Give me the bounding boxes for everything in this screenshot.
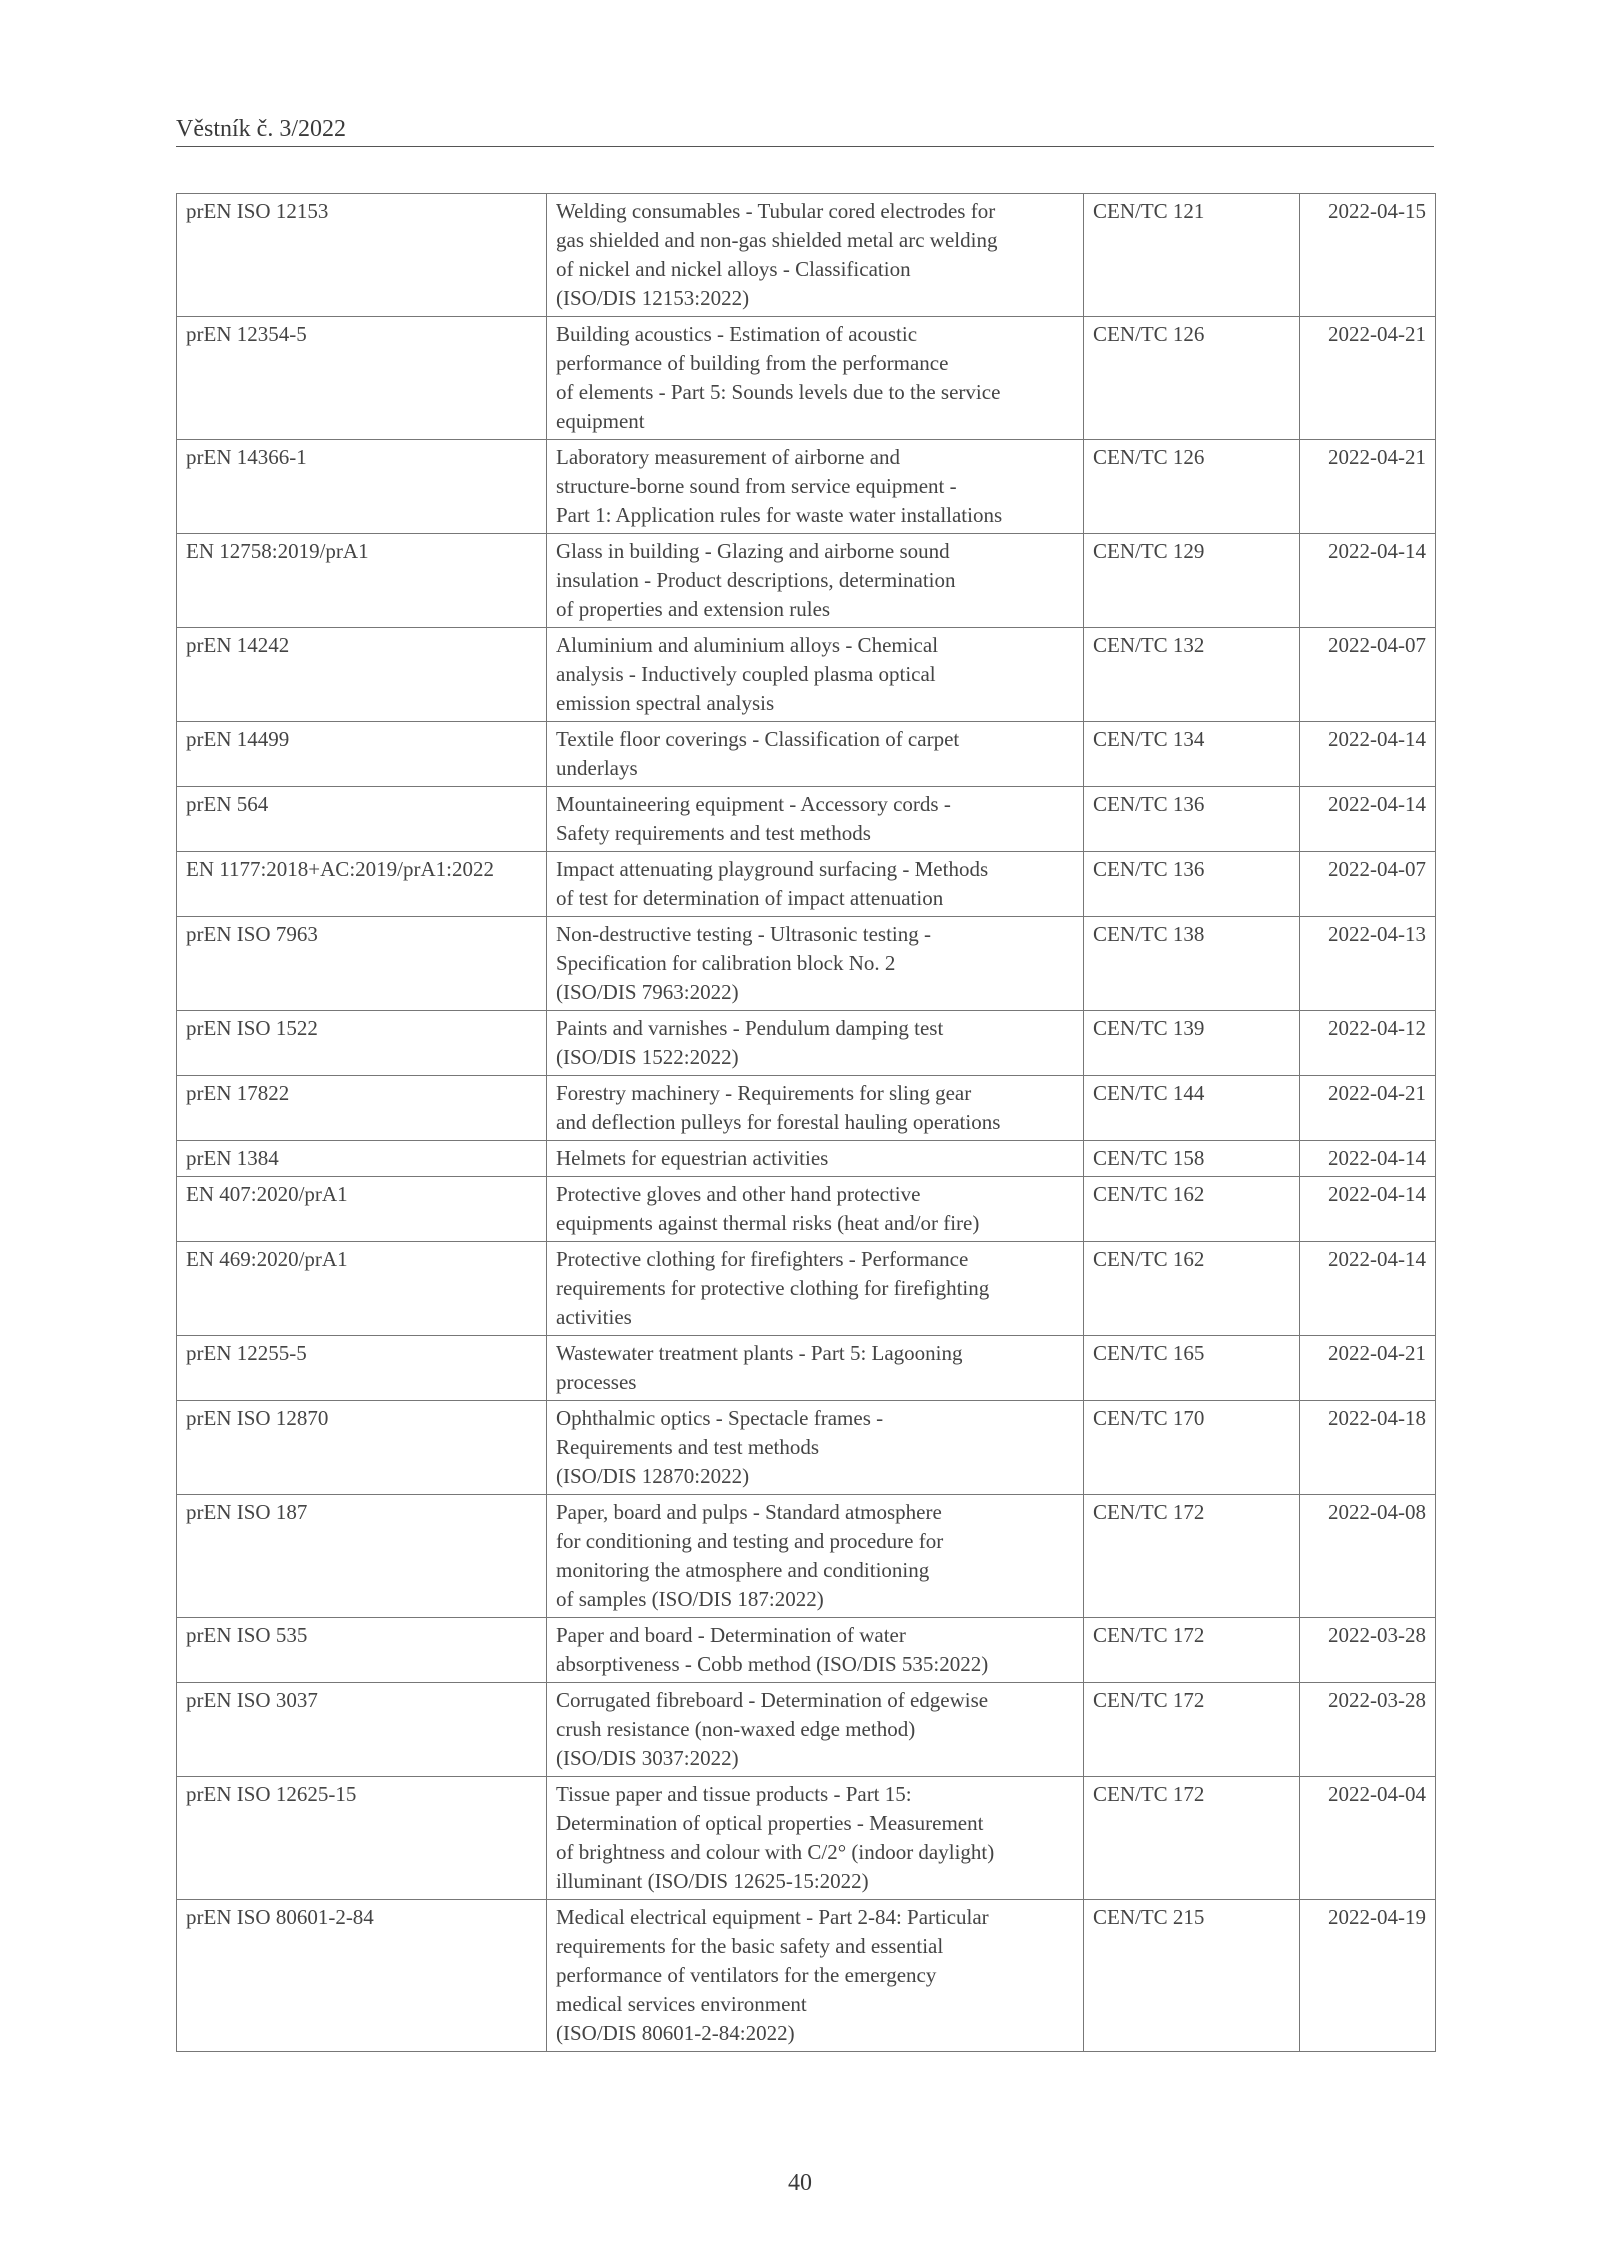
- standard-title-cell: Wastewater treatment plants - Part 5: Lagooning processes: [547, 1336, 1084, 1401]
- table-row: [177, 1618, 1436, 1683]
- technical-committee-cell: CEN/TC 136: [1084, 787, 1300, 852]
- deadline-date-cell: 2022-04-14: [1300, 1177, 1436, 1242]
- standard-title-cell: Medical electrical equipment - Part 2-84: Particular requirements for the basic safety and essential performance of ventilators for the emergency medical services environment (ISO/DIS 80601-2-84:2022): [547, 1900, 1084, 2052]
- standard-code-cell: prEN 1384: [177, 1141, 547, 1177]
- technical-committee-cell: CEN/TC 172: [1084, 1495, 1300, 1618]
- deadline-date-cell: 2022-04-08: [1300, 1495, 1436, 1618]
- standard-code-cell: EN 469:2020/prA1: [177, 1242, 547, 1336]
- page-number: 40: [788, 2170, 812, 2196]
- standards-table-body: [177, 194, 1436, 2052]
- standard-code-cell: EN 1177:2018+AC:2019/prA1:2022: [177, 852, 547, 917]
- table-row: [177, 722, 1436, 787]
- technical-committee-cell: CEN/TC 162: [1084, 1177, 1300, 1242]
- table-row: [177, 1401, 1436, 1495]
- standard-title-cell: Non-destructive testing - Ultrasonic testing - Specification for calibration block No. 2 (ISO/DIS 7963:2022): [547, 917, 1084, 1011]
- technical-committee-cell: CEN/TC 132: [1084, 628, 1300, 722]
- deadline-date-cell: 2022-04-14: [1300, 1242, 1436, 1336]
- deadline-date-cell: 2022-04-13: [1300, 917, 1436, 1011]
- standard-code-cell: prEN 12255-5: [177, 1336, 547, 1401]
- deadline-date-cell: 2022-03-28: [1300, 1618, 1436, 1683]
- table-row: [177, 534, 1436, 628]
- deadline-date-cell: 2022-04-21: [1300, 1336, 1436, 1401]
- technical-committee-cell: CEN/TC 136: [1084, 852, 1300, 917]
- technical-committee-cell: CEN/TC 172: [1084, 1618, 1300, 1683]
- deadline-date-cell: 2022-04-15: [1300, 194, 1436, 317]
- technical-committee-cell: CEN/TC 126: [1084, 440, 1300, 534]
- technical-committee-cell: CEN/TC 172: [1084, 1777, 1300, 1900]
- standard-code-cell: prEN ISO 80601-2-84: [177, 1900, 547, 2052]
- deadline-date-cell: 2022-04-21: [1300, 317, 1436, 440]
- standard-title-cell: Ophthalmic optics - Spectacle frames - Requirements and test methods (ISO/DIS 12870:2022): [547, 1401, 1084, 1495]
- standard-title-cell: Tissue paper and tissue products - Part 15: Determination of optical properties - Measurement of brightness and colour with C/2° (indoor daylight) illuminant (ISO/DIS 12625-15:2022): [547, 1777, 1084, 1900]
- page-header: [176, 112, 1434, 147]
- standard-code-cell: prEN ISO 12153: [177, 194, 547, 317]
- deadline-date-cell: 2022-04-14: [1300, 787, 1436, 852]
- technical-committee-cell: CEN/TC 139: [1084, 1011, 1300, 1076]
- technical-committee-cell: CEN/TC 126: [1084, 317, 1300, 440]
- standard-code-cell: prEN ISO 12870: [177, 1401, 547, 1495]
- standard-code-cell: prEN 14499: [177, 722, 547, 787]
- standard-title-cell: Textile floor coverings - Classification of carpet underlays: [547, 722, 1084, 787]
- deadline-date-cell: 2022-04-19: [1300, 1900, 1436, 2052]
- standard-code-cell: prEN 17822: [177, 1076, 547, 1141]
- standard-code-cell: prEN 14242: [177, 628, 547, 722]
- table-row: [177, 852, 1436, 917]
- table-row: [177, 628, 1436, 722]
- table-row: [177, 1336, 1436, 1401]
- standard-title-cell: Impact attenuating playground surfacing - Methods of test for determination of impact attenuation: [547, 852, 1084, 917]
- deadline-date-cell: 2022-04-14: [1300, 534, 1436, 628]
- standard-code-cell: prEN ISO 1522: [177, 1011, 547, 1076]
- technical-committee-cell: CEN/TC 144: [1084, 1076, 1300, 1141]
- deadline-date-cell: 2022-04-12: [1300, 1011, 1436, 1076]
- standard-title-cell: Protective clothing for firefighters - Performance requirements for protective clothing for firefighting activities: [547, 1242, 1084, 1336]
- technical-committee-cell: CEN/TC 138: [1084, 917, 1300, 1011]
- page-footer: [0, 2170, 1600, 2197]
- deadline-date-cell: 2022-04-21: [1300, 440, 1436, 534]
- standard-code-cell: prEN 564: [177, 787, 547, 852]
- standard-code-cell: prEN 14366-1: [177, 440, 547, 534]
- table-row: [177, 1242, 1436, 1336]
- standard-code-cell: EN 407:2020/prA1: [177, 1177, 547, 1242]
- technical-committee-cell: CEN/TC 158: [1084, 1141, 1300, 1177]
- standards-table: [176, 193, 1436, 2052]
- table-row: [177, 1011, 1436, 1076]
- standard-code-cell: prEN ISO 12625-15: [177, 1777, 547, 1900]
- table-row: [177, 1177, 1436, 1242]
- technical-committee-cell: CEN/TC 134: [1084, 722, 1300, 787]
- deadline-date-cell: 2022-04-14: [1300, 1141, 1436, 1177]
- standard-title-cell: Aluminium and aluminium alloys - Chemical analysis - Inductively coupled plasma optical emission spectral analysis: [547, 628, 1084, 722]
- technical-committee-cell: CEN/TC 162: [1084, 1242, 1300, 1336]
- standard-title-cell: Glass in building - Glazing and airborne sound insulation - Product descriptions, determination of properties and extension rules: [547, 534, 1084, 628]
- standard-code-cell: prEN 12354-5: [177, 317, 547, 440]
- standard-title-cell: Paper and board - Determination of water absorptiveness - Cobb method (ISO/DIS 535:2022): [547, 1618, 1084, 1683]
- standard-title-cell: Paper, board and pulps - Standard atmosphere for conditioning and testing and procedure for monitoring the atmosphere and conditioning of samples (ISO/DIS 187:2022): [547, 1495, 1084, 1618]
- standard-code-cell: prEN ISO 187: [177, 1495, 547, 1618]
- table-row: [177, 1495, 1436, 1618]
- standard-code-cell: prEN ISO 7963: [177, 917, 547, 1011]
- table-row: [177, 1777, 1436, 1900]
- technical-committee-cell: CEN/TC 172: [1084, 1683, 1300, 1777]
- table-row: [177, 917, 1436, 1011]
- standard-title-cell: Protective gloves and other hand protective equipments against thermal risks (heat and/or fire): [547, 1177, 1084, 1242]
- journal-title: Věstník č. 3/2022: [176, 116, 346, 142]
- standard-title-cell: Mountaineering equipment - Accessory cords - Safety requirements and test methods: [547, 787, 1084, 852]
- table-row: [177, 317, 1436, 440]
- deadline-date-cell: 2022-04-07: [1300, 852, 1436, 917]
- deadline-date-cell: 2022-04-18: [1300, 1401, 1436, 1495]
- table-row: [177, 1141, 1436, 1177]
- standard-title-cell: Forestry machinery - Requirements for sling gear and deflection pulleys for forestal hauling operations: [547, 1076, 1084, 1141]
- standard-code-cell: prEN ISO 535: [177, 1618, 547, 1683]
- standard-code-cell: EN 12758:2019/prA1: [177, 534, 547, 628]
- table-row: [177, 787, 1436, 852]
- deadline-date-cell: 2022-03-28: [1300, 1683, 1436, 1777]
- table-row: [177, 1076, 1436, 1141]
- table-row: [177, 1900, 1436, 2052]
- standard-title-cell: Paints and varnishes - Pendulum damping test (ISO/DIS 1522:2022): [547, 1011, 1084, 1076]
- deadline-date-cell: 2022-04-04: [1300, 1777, 1436, 1900]
- technical-committee-cell: CEN/TC 129: [1084, 534, 1300, 628]
- technical-committee-cell: CEN/TC 170: [1084, 1401, 1300, 1495]
- table-row: [177, 194, 1436, 317]
- deadline-date-cell: 2022-04-14: [1300, 722, 1436, 787]
- table-row: [177, 1683, 1436, 1777]
- standard-title-cell: Corrugated fibreboard - Determination of edgewise crush resistance (non-waxed edge method) (ISO/DIS 3037:2022): [547, 1683, 1084, 1777]
- table-row: [177, 440, 1436, 534]
- technical-committee-cell: CEN/TC 121: [1084, 194, 1300, 317]
- standard-title-cell: Helmets for equestrian activities: [547, 1141, 1084, 1177]
- standard-title-cell: Welding consumables - Tubular cored electrodes for gas shielded and non-gas shielded metal arc welding of nickel and nickel alloys - Classification (ISO/DIS 12153:2022): [547, 194, 1084, 317]
- standard-title-cell: Laboratory measurement of airborne and structure-borne sound from service equipment - Part 1: Application rules for waste water installations: [547, 440, 1084, 534]
- standard-title-cell: Building acoustics - Estimation of acoustic performance of building from the performance of elements - Part 5: Sounds levels due to the service equipment: [547, 317, 1084, 440]
- standard-code-cell: prEN ISO 3037: [177, 1683, 547, 1777]
- deadline-date-cell: 2022-04-21: [1300, 1076, 1436, 1141]
- deadline-date-cell: 2022-04-07: [1300, 628, 1436, 722]
- technical-committee-cell: CEN/TC 165: [1084, 1336, 1300, 1401]
- technical-committee-cell: CEN/TC 215: [1084, 1900, 1300, 2052]
